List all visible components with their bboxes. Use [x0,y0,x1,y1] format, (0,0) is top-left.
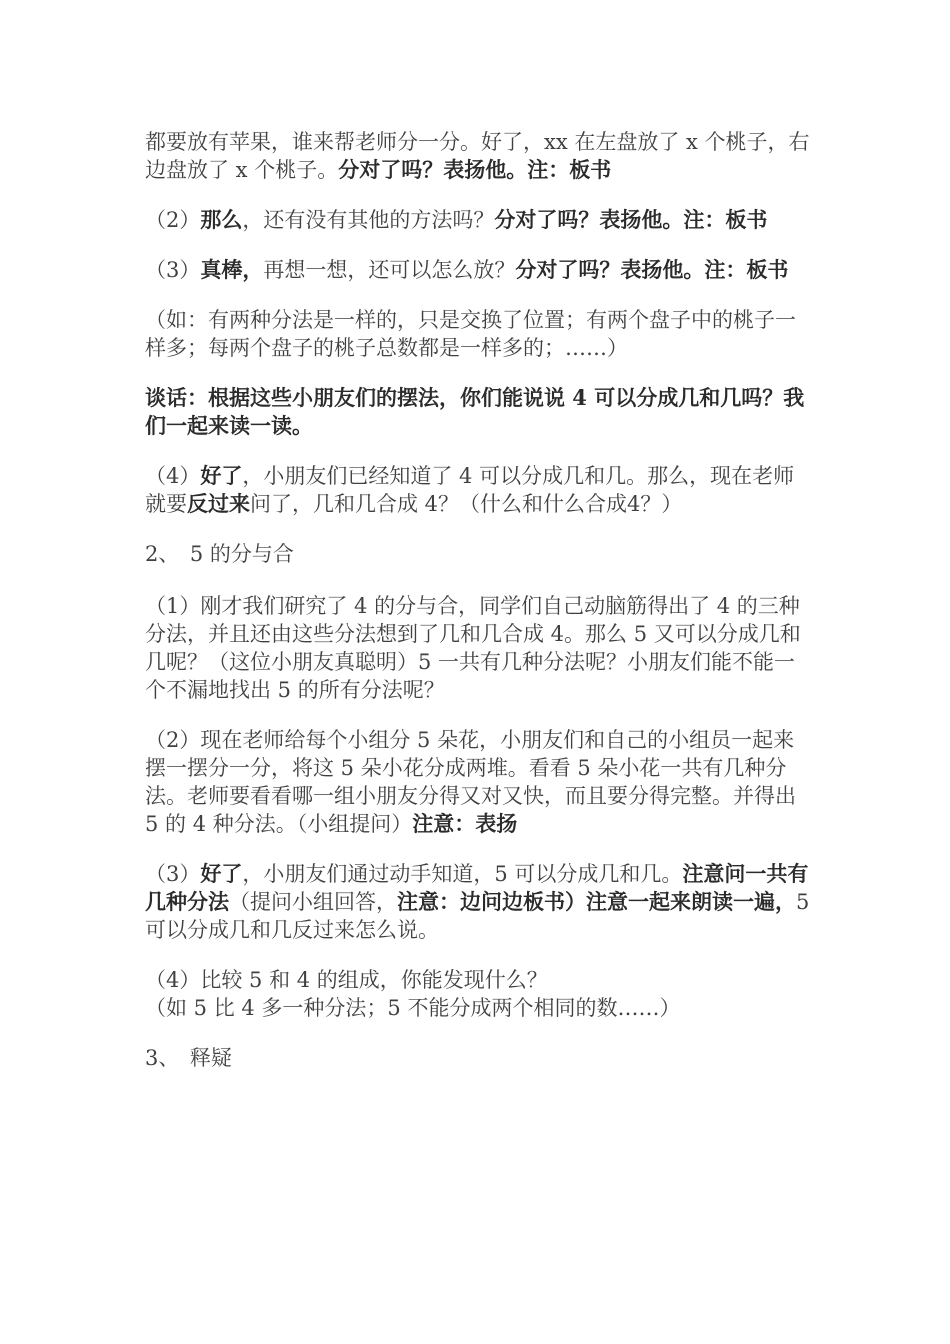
paragraph-7-text-1: （1）刚才我们研究了 4 的分与合，同学们自己动脑筋得出了 4 的三种分法，并且还由这些分法想到了几和几合成 4。那么 5 又可以分成几和几呢？（这位小朋友真聪明）5 一共有几种分法呢？小朋友们能不能一个不漏地找出 5 的所有分法呢？ [145,594,801,702]
paragraph-8-text-1: （2）现在老师给每个小组分 5 朵花，小朋友们和自己的小组员一起来摆一摆分一分，将这 5 朵小花分成两堆。看看 5 朵小花一共有几种分法。老师要看看哪一组小朋友分得又对又快，而且要分得完整。并得出 5 的 4 种分法。（小组提问） [145,728,796,836]
paragraph-9-text-2: ，小朋友们通过动手知道，5 可以分成几和几。 [242,862,683,886]
paragraph-3-text-1: （3） [145,258,201,282]
paragraph-6-bold-1: 好了 [200,463,243,488]
section-heading-3-text: 3、 释疑 [145,1046,232,1070]
paragraph-2-text-2: ，还有没有其他的方法吗？ [242,208,495,232]
paragraph-5 [145,384,815,440]
paragraph-8 [145,726,815,838]
section-heading-2-text: 2、 5 的分与合 [145,542,294,566]
paragraph-9-bold-3: 注意：边问边板书）注意一起来朗读一遍， [397,889,796,914]
paragraph-6-text-2: ，小朋友们已经知道了 4 可以分成几和几。那么，现在老师就要 [145,464,795,516]
paragraph-4 [145,306,815,362]
paragraph-5-bold-1: 谈话：根据这些小朋友们的摆法，你们能说说 4 可以分成几和几吗？我们一起来读一读。 [145,385,805,438]
paragraph-7 [145,592,815,704]
paragraph-9-text-4: 5 可以分成几和几反过来怎么说。 [145,890,810,942]
paragraph-4-text-1: （如：有两种分法是一样的，只是交换了位置；有两个盘子中的桃子一样多；每两个盘子的桃子总数都是一样多的；……） [145,308,796,360]
paragraph-1-text-1: 都要放有苹果，谁来帮老师分一分。好了，xx 在左盘放了 x 个桃子，右边盘放了 x 个桃子。 [145,130,810,182]
paragraph-9-bold-2: 注意问一共有几种分法 [145,861,809,914]
document-body [145,128,815,1094]
paragraph-1-bold-1: 分对了吗？表扬他。注：板书 [338,157,612,182]
paragraph-2-bold-2: 分对了吗？表扬他。注：板书 [494,207,768,232]
paragraph-6-bold-2: 反过来 [187,491,250,516]
paragraph-2-bold-1: 那么 [200,207,243,232]
paragraph-6 [145,462,815,518]
paragraph-9 [145,860,815,944]
paragraph-8-bold-1: 注意：表扬 [412,811,518,836]
paragraph-2 [145,206,815,234]
paragraph-3 [145,256,815,284]
paragraph-1 [145,128,815,184]
paragraph-3-bold-1: 真棒， [200,257,264,282]
section-heading-3 [145,1044,815,1072]
paragraph-9-text-3: （提问小组回答， [229,890,397,914]
paragraph-10-text-1: （4）比较 5 和 4 的组成，你能发现什么？ [145,968,548,992]
paragraph-10 [145,966,815,1022]
paragraph-6-text-1: （4） [145,464,201,488]
paragraph-3-bold-2: 分对了吗？表扬他。注：板书 [515,257,789,282]
paragraph-6-text-3: 问了，几和几合成 4？（什么和什么合成4？） [250,492,683,516]
section-heading-2 [145,540,815,568]
paragraph-10-text-2: （如 5 比 4 多一种分法；5 不能分成两个相同的数……） [145,996,681,1020]
paragraph-9-bold-1: 好了 [200,861,243,886]
paragraph-9-text-1: （3） [145,862,201,886]
paragraph-3-text-2: 再想一想，还可以怎么放？ [263,258,516,282]
paragraph-2-text-1: （2） [145,208,201,232]
